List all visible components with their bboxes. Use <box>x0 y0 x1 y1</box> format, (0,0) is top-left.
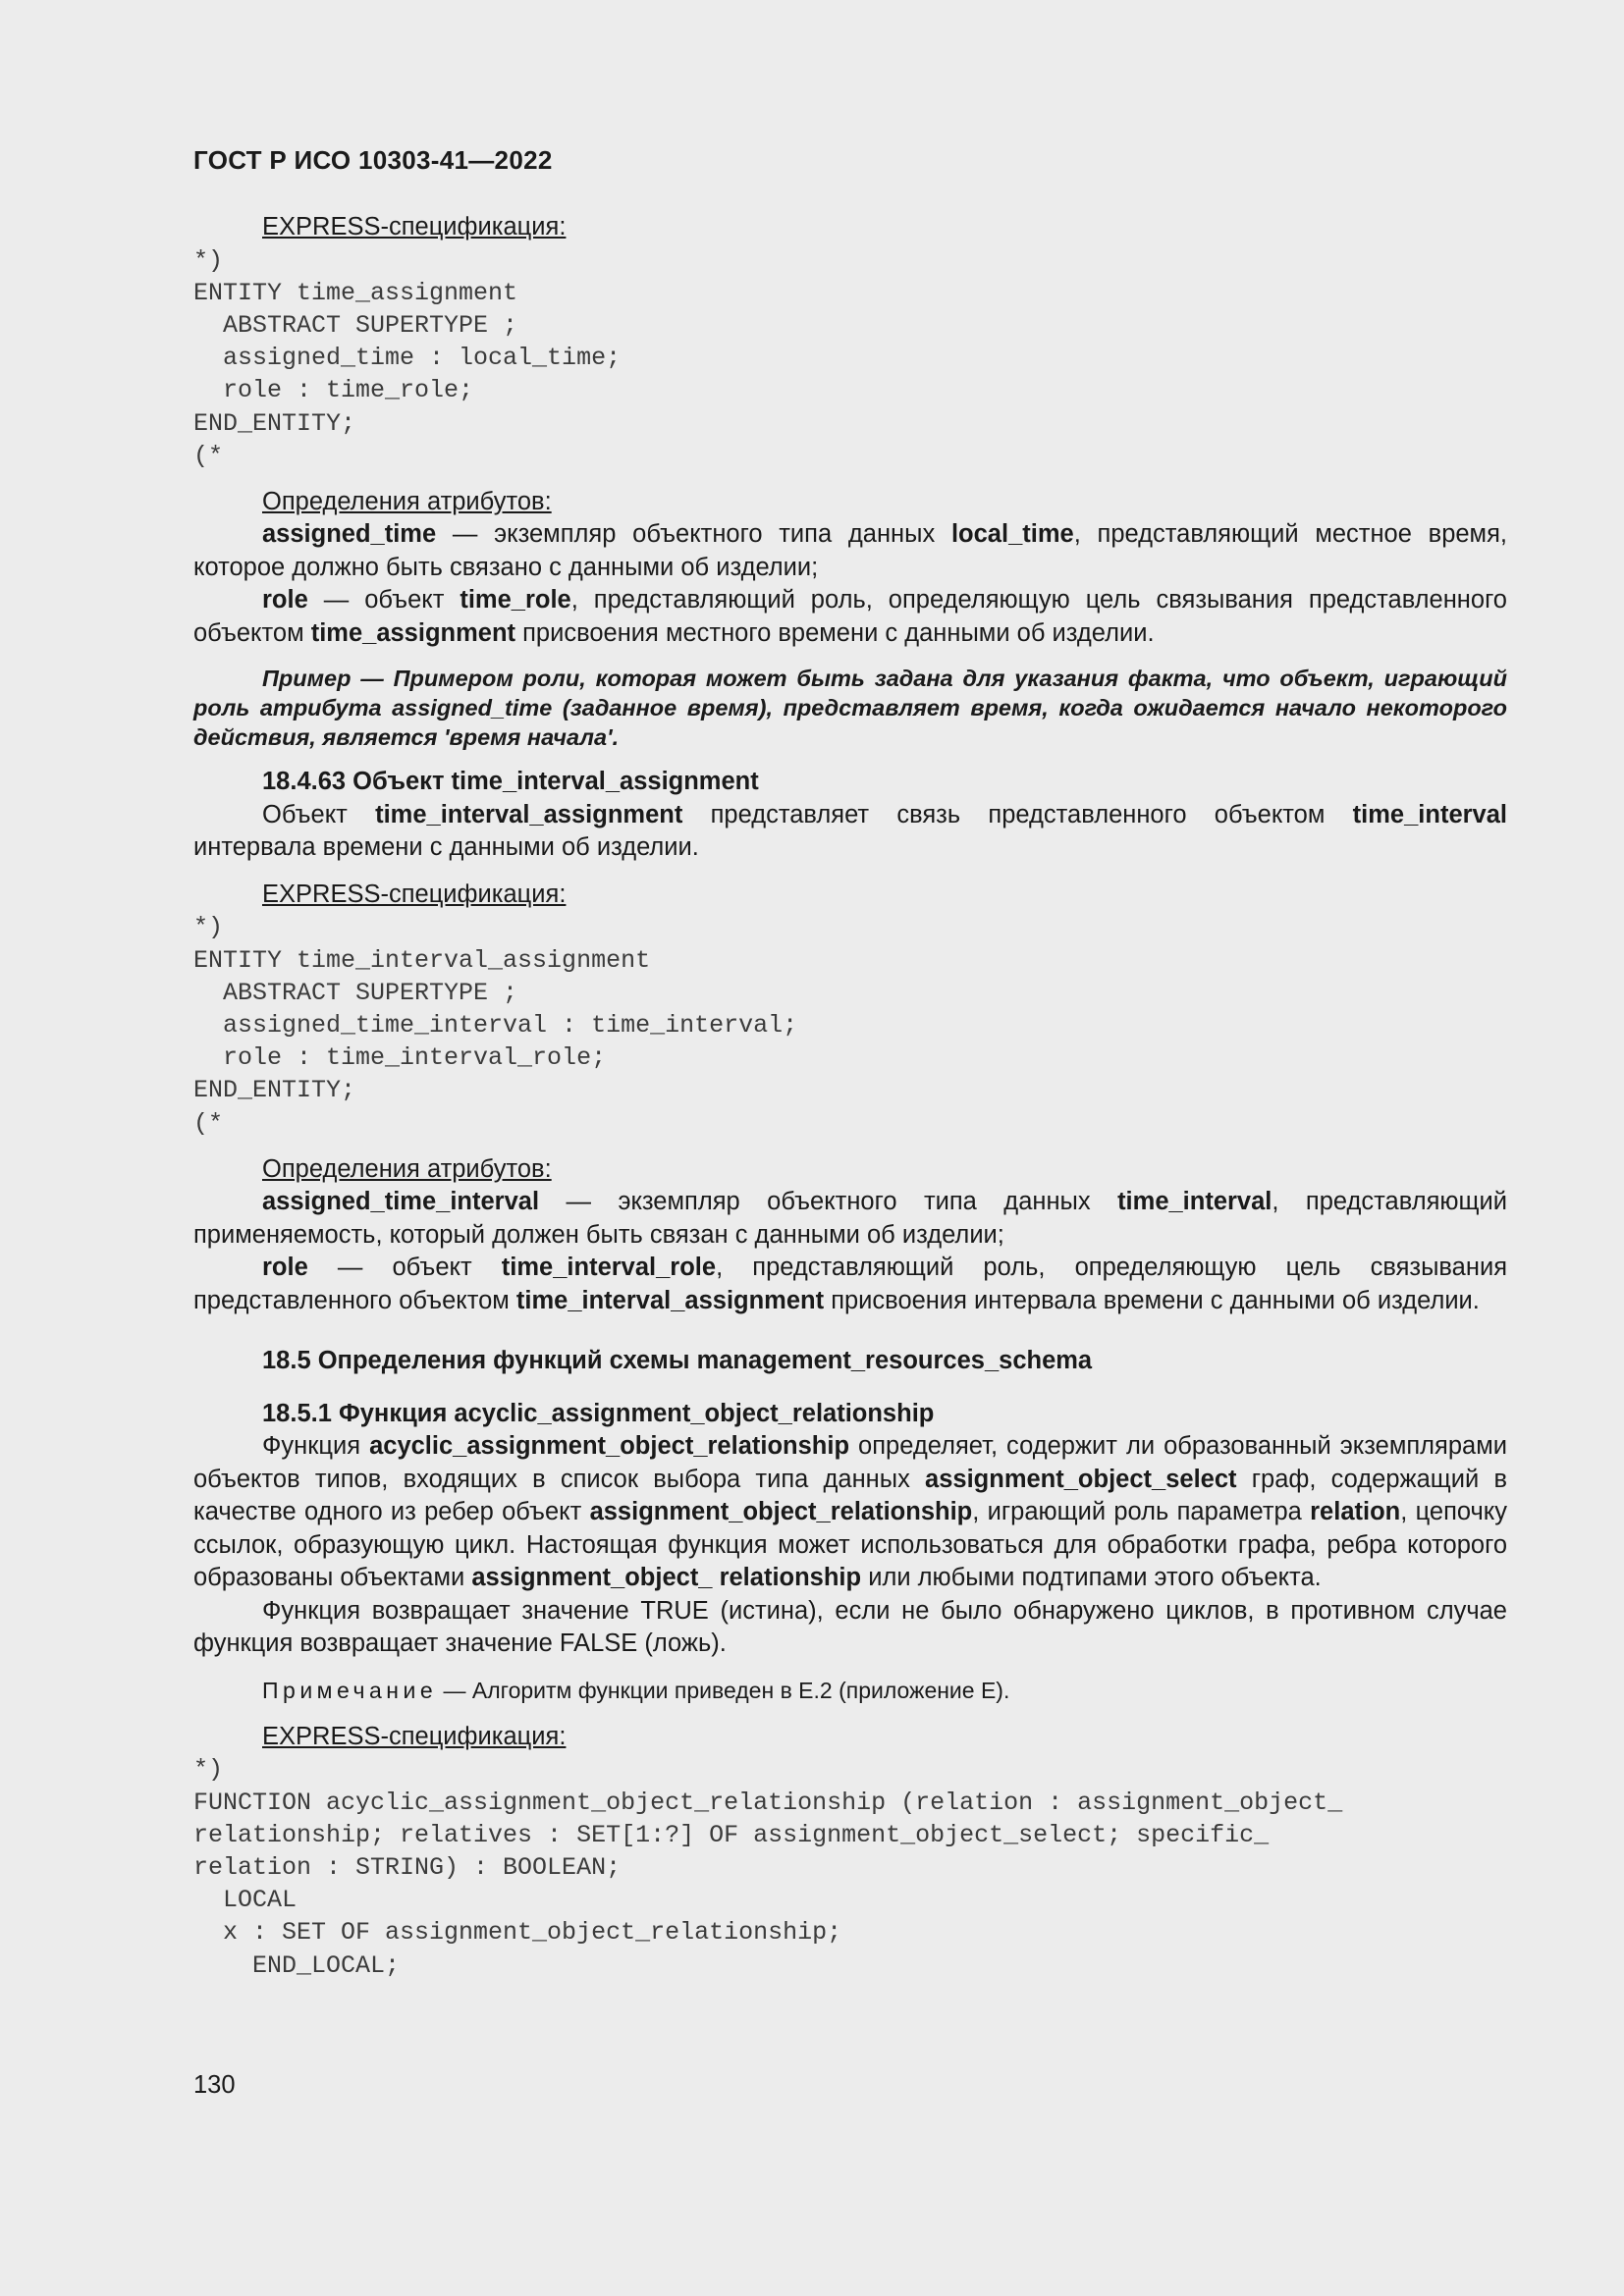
section-heading-18-4-63: 18.4.63 Объект time_interval_assignment <box>262 768 759 796</box>
attribute-definition-role: role — объект time_role, представляющий роль, определяющую цель связывания представленного объектом time_assignment присвоения местного времени с данными об изделии. <box>193 586 1507 647</box>
express-spec-label: EXPRESS-спецификация: <box>262 1722 567 1750</box>
attribute-definition-assigned-time-interval: assigned_time_interval — экземпляр объектного типа данных time_interval, представляющий применяемость, который должен быть связан с данными об изделии; <box>193 1188 1507 1249</box>
attribute-definition-role: role — объект time_interval_role, представляющий роль, определяющую цель связывания представленного объектом time_interval_assignment присвоения интервала времени с данными об изделии. <box>193 1254 1508 1314</box>
section-paragraph: Объект time_interval_assignment представляет связь представленного объектом time_interval интервала времени с данными об изделии. <box>193 800 1507 862</box>
document-page <box>193 145 1507 1982</box>
section-heading-18-5: 18.5 Определения функций схемы management_resources_schema <box>262 1347 1093 1375</box>
note-paragraph: Примечание — Алгоритм функции приведен в Е.2 (приложение Е). <box>262 1677 1010 1703</box>
example-paragraph: Пример — Примером роли, которая может быть задана для указания факта, что объект, играющий роль атрибута assigned_time (заданное время), представляет время, когда ожидается начало некоторого действия, является 'время начала'. <box>193 666 1507 751</box>
page-number: 130 <box>193 2071 236 2099</box>
standard-header: ГОСТ Р ИСО 10303-41—2022 <box>193 145 553 175</box>
attribute-definitions-label: Определения атрибутов: <box>262 487 552 515</box>
section-heading-18-5-1: 18.5.1 Функция acyclic_assignment_object_relationship <box>262 1399 935 1427</box>
code-block-acyclic-function: *) FUNCTION acyclic_assignment_object_relationship (relation : assignment_object_ relationship; relatives : SET[1:?] OF assignment_object_select; specific_ relation : STRING) : BOOLEAN; LOCAL x : SET OF assignment_object_relationship; END_LOCAL; <box>193 1755 1343 1980</box>
function-description-paragraph: Функция acyclic_assignment_object_relationship определяет, содержит ли образованный экземплярами объектов типов, входящих в список выбора типа данных assignment_object_select граф, содержащий в качестве одного из ребер объект assignment_object_relationship, играющий роль параметра relation, цепочку ссылок, образующую цикл. Настоящая функция может использоваться для обработки графа, ребра которого образованы объектами assignment_object_ relationship или любыми подтипами этого объекта. <box>193 1432 1508 1592</box>
attribute-definitions-label: Определения атрибутов: <box>262 1154 552 1183</box>
attribute-definition-assigned-time: assigned_time — экземпляр объектного типа данных local_time, представляющий местное время, которое должно быть связано с данными об изделии; <box>193 520 1507 581</box>
express-spec-label: EXPRESS-спецификация: <box>262 213 567 240</box>
code-block-time-interval-assignment: *) ENTITY time_interval_assignment ABSTRACT SUPERTYPE ; assigned_time_interval : time_interval; role : time_interval_role; END_ENTITY; (* <box>193 913 798 1138</box>
express-spec-label: EXPRESS-спецификация: <box>262 880 567 908</box>
code-block-time-assignment: *) ENTITY time_assignment ABSTRACT SUPERTYPE ; assigned_time : local_time; role : time_role; END_ENTITY; (* <box>193 245 622 470</box>
function-return-paragraph: Функция возвращает значение TRUE (истина), если не было обнаружено циклов, в противном случае функция возвращает значение FALSE (ложь). <box>193 1596 1507 1658</box>
